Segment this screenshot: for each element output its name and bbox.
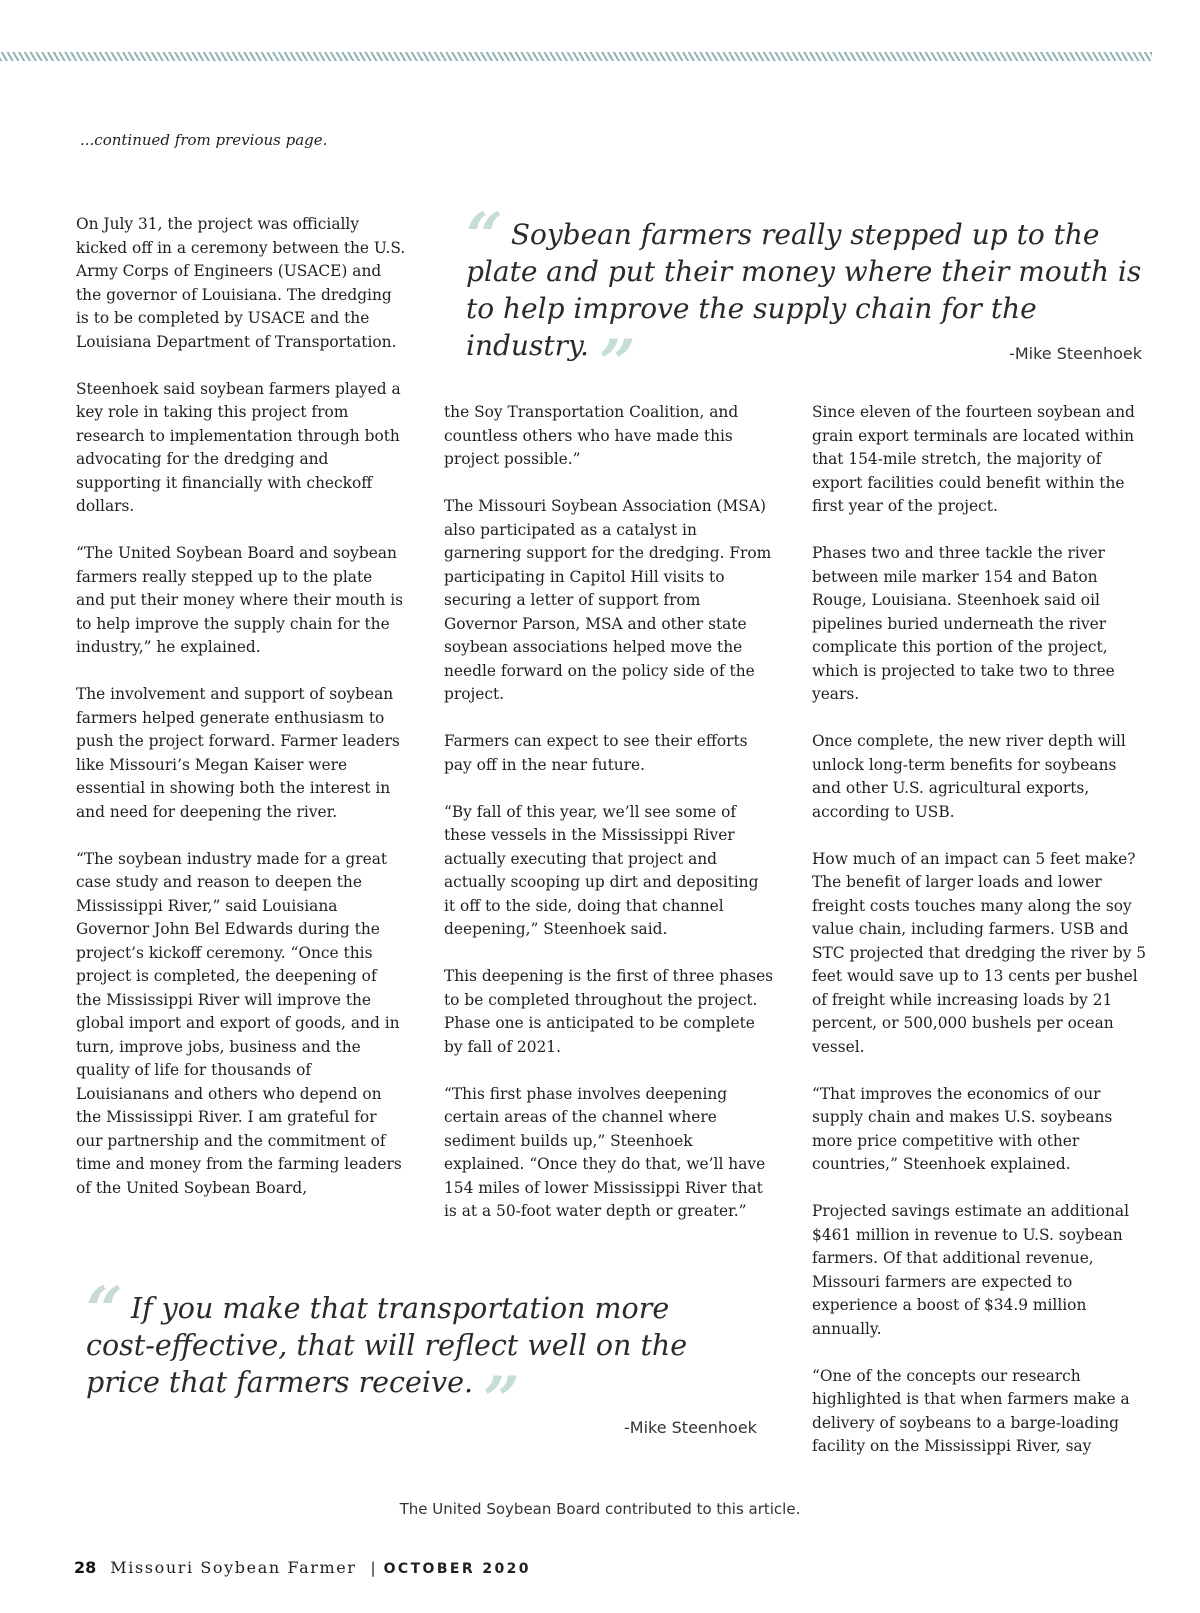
article-column-3	[812, 401, 1148, 1459]
paragraph: Farmers can expect to see their efforts pay off in the near future.	[444, 732, 748, 774]
pull-quote-attribution: -Mike Steenhoek	[1009, 344, 1142, 363]
paragraph: “This first phase involves deepening certain areas of the channel where sediment builds up,” Steenhoek explained. “Once they do that, we’ll have 154 miles of lower Mississippi River that is at a 50-foot water depth or greater.”	[444, 1084, 766, 1220]
paragraph: “By fall of this year, we’ll see some of these vessels in the Mississippi River actually executing that project and actually scooping up dirt and depositing it off to the side, doing that channel deepening,” Steenhoek said.	[444, 802, 759, 938]
open-quote-icon: “	[86, 1273, 123, 1348]
article-credit: The United Soybean Board contributed to this article.	[399, 1500, 801, 1518]
footer-separator: |	[370, 1559, 376, 1577]
pull-quote-text: Soybean farmers really stepped up to the plate and put their money where their mouth is to help improve the supply chain for the industry.	[466, 218, 1142, 362]
paragraph: “One of the concepts our research highlighted is that when farmers make a delivery of soybeans to a barge-loading facility on the Mississippi River, say	[812, 1366, 1130, 1455]
paragraph: “The soybean industry made for a great case study and reason to deepen the Mississippi River,” said Louisiana Governor John Bel Edwards during the project’s kickoff ceremony. “Once this project is completed, the deepening of the Mississippi River will improve the global import and export of goods, and in turn, improve jobs, business and the quality of life for thousands of Louisianans and others who depend on the Mississippi River. I am grateful for our partnership and the commitment of time and money from the farming leaders of the United Soybean Board,	[76, 849, 402, 1197]
paragraph: This deepening is the first of three phases to be completed throughout the project. Phase one is anticipated to be complete by fall of 2021.	[444, 967, 774, 1056]
decorative-hatch-bar	[0, 52, 1152, 61]
paragraph: “That improves the economics of our supply chain and makes U.S. soybeans more price competitive with other countries,” Steenhoek explained.	[812, 1084, 1113, 1173]
paragraph: How much of an impact can 5 feet make? The benefit of larger loads and lower freight costs touches many along the soy value chain, including farmers. USB and STC projected that dredging the river by 5 feet would save up to 13 cents per bushel of freight while increasing loads by 21 percent, or 500,000 bushels per ocean vessel.	[812, 849, 1147, 1056]
page-footer	[74, 1558, 531, 1577]
close-quote-icon: ”	[598, 326, 636, 401]
paragraph: Once complete, the new river depth will unlock long-term benefits for soybeans and other U.S. agricultural exports, according to USB.	[812, 732, 1126, 821]
paragraph: the Soy Transportation Coalition, and countless others who have made this project possible.”	[444, 403, 739, 468]
paragraph: On July 31, the project was officially kicked off in a ceremony between the U.S. Army Corps of Engineers (USACE) and the governor of Louisiana. The dredging is to be completed by USACE and the Louisiana Department of Transportation.	[76, 215, 406, 351]
article-column-1	[76, 213, 406, 1200]
continued-note: ...continued from previous page.	[80, 131, 328, 149]
close-quote-icon: ”	[483, 1363, 520, 1438]
paragraph: Projected savings estimate an additional $461 million in revenue to U.S. soybean farmers. Of that additional revenue, Missouri farmers are expected to experience a boost of $34.9 million annually.	[812, 1202, 1129, 1338]
paragraph: “The United Soybean Board and soybean farmers really stepped up to the plate and put their money where their mouth is to help improve the supply chain for the industry,” he explained.	[76, 544, 404, 656]
magazine-name: Missouri Soybean Farmer	[110, 1558, 357, 1577]
paragraph: Phases two and three tackle the river between mile marker 154 and Baton Rouge, Louisiana. Steenhoek said oil pipelines buried underneath the river complicate this portion of the project, which is projected to take two to three years.	[812, 544, 1115, 703]
pull-quote-top	[466, 199, 1156, 401]
paragraph: Since eleven of the fourteen soybean and grain export terminals are located within that 154-mile stretch, the majority of export facilities could benefit within the first year of the project.	[812, 403, 1135, 515]
article-column-2	[444, 401, 774, 1224]
paragraph: The Missouri Soybean Association (MSA) also participated as a catalyst in garnering support for the dredging. From participating in Capitol Hill visits to securing a letter of support from Governor Parson, MSA and other state soybean associations helped move the needle forward on the policy side of the project.	[444, 497, 772, 703]
paragraph: The involvement and support of soybean farmers helped generate enthusiasm to push the project forward. Farmer leaders like Missouri’s Megan Kaiser were essential in showing both the interest in and need for deepening the river.	[76, 685, 400, 821]
paragraph: Steenhoek said soybean farmers played a key role in taking this project from research to implementation through both advocating for the dredging and supporting it financially with checkoff dollars.	[76, 379, 401, 515]
pull-quote-attribution: -Mike Steenhoek	[624, 1418, 757, 1437]
open-quote-icon: “	[466, 199, 503, 274]
pull-quote-text: If you make that transportation more cost-effective, that will reflect well on the price that farmers receive.	[86, 1292, 688, 1399]
page-number: 28	[74, 1558, 97, 1577]
issue-date: OCTOBER 2020	[383, 1561, 531, 1577]
